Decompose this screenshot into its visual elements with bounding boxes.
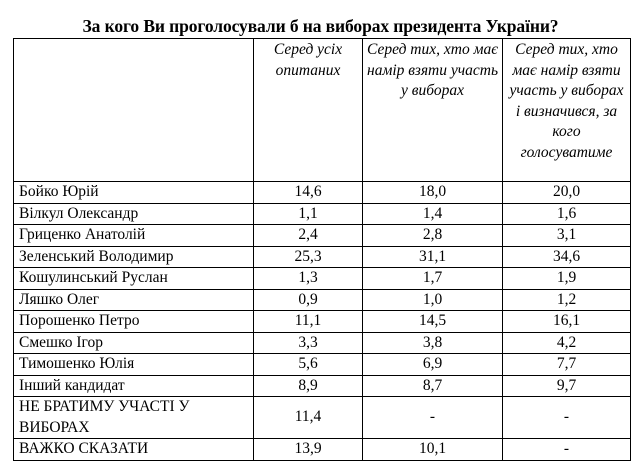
value-decided-voters: 3,1 — [503, 225, 631, 247]
value-intending-voters: 6,9 — [363, 354, 503, 376]
value-all-respondents: 13,9 — [254, 439, 363, 461]
table-row — [14, 311, 631, 333]
value-intending-voters: 3,8 — [363, 332, 503, 354]
candidate-name: Порошенко Петро — [14, 311, 254, 333]
value-all-respondents: 1,1 — [254, 203, 363, 225]
table-row — [14, 397, 631, 439]
header-row — [14, 39, 631, 182]
value-all-respondents: 5,6 — [254, 354, 363, 376]
value-all-respondents: 3,3 — [254, 332, 363, 354]
candidate-name: Зеленський Володимир — [14, 246, 254, 268]
value-decided-voters: 4,2 — [503, 332, 631, 354]
header-candidate — [14, 39, 254, 182]
candidate-name: Смешко Ігор — [14, 332, 254, 354]
value-all-respondents: 14,6 — [254, 182, 363, 204]
table-row — [14, 332, 631, 354]
poll-results-table — [13, 38, 631, 461]
value-decided-voters: 9,7 — [503, 375, 631, 397]
table-row — [14, 246, 631, 268]
table-row — [14, 225, 631, 247]
value-decided-voters: 16,1 — [503, 311, 631, 333]
table-row — [14, 289, 631, 311]
table-row — [14, 375, 631, 397]
value-intending-voters: 18,0 — [363, 182, 503, 204]
value-decided-voters: 7,7 — [503, 354, 631, 376]
value-all-respondents: 1,3 — [254, 268, 363, 290]
value-all-respondents: 11,4 — [254, 397, 363, 439]
candidate-name: Ляшко Олег — [14, 289, 254, 311]
value-decided-voters: 1,6 — [503, 203, 631, 225]
table-row — [14, 203, 631, 225]
value-intending-voters: 1,7 — [363, 268, 503, 290]
value-decided-voters: - — [503, 439, 631, 461]
value-all-respondents: 0,9 — [254, 289, 363, 311]
value-decided-voters: 34,6 — [503, 246, 631, 268]
value-all-respondents: 8,9 — [254, 375, 363, 397]
table-row — [14, 268, 631, 290]
value-decided-voters: 1,2 — [503, 289, 631, 311]
value-all-respondents: 2,4 — [254, 225, 363, 247]
candidate-name: Гриценко Анатолій — [14, 225, 254, 247]
candidate-name: Інший кандидат — [14, 375, 254, 397]
header-decided-voters: Серед тих, хто має намір взяти участь у виборах і визначився, за кого голосуватиме — [503, 39, 631, 182]
table-title: За кого Ви проголосували б на виборах президента України? — [82, 16, 559, 36]
value-intending-voters: 1,0 — [363, 289, 503, 311]
table-row — [14, 354, 631, 376]
candidate-name: Тимошенко Юлія — [14, 354, 254, 376]
value-decided-voters: - — [503, 397, 631, 439]
value-intending-voters: 10,1 — [363, 439, 503, 461]
value-intending-voters: 2,8 — [363, 225, 503, 247]
candidate-name: Вілкул Олександр — [14, 203, 254, 225]
candidate-name: ВАЖКО СКАЗАТИ — [14, 439, 254, 461]
value-all-respondents: 11,1 — [254, 311, 363, 333]
candidate-name: Кошулинський Руслан — [14, 268, 254, 290]
candidate-name: НЕ БРАТИМУ УЧАСТІ У ВИБОРАХ — [14, 397, 254, 439]
value-intending-voters: 1,4 — [363, 203, 503, 225]
header-intending-voters: Серед тих, хто має намір взяти участь у виборах — [363, 39, 503, 182]
value-intending-voters: - — [363, 397, 503, 439]
value-intending-voters: 8,7 — [363, 375, 503, 397]
value-decided-voters: 20,0 — [503, 182, 631, 204]
table-row — [14, 182, 631, 204]
candidate-name: Бойко Юрій — [14, 182, 254, 204]
header-all-respondents: Серед усіх опитаних — [254, 39, 363, 182]
value-intending-voters: 14,5 — [363, 311, 503, 333]
value-all-respondents: 25,3 — [254, 246, 363, 268]
table-row — [14, 439, 631, 461]
value-intending-voters: 31,1 — [363, 246, 503, 268]
value-decided-voters: 1,9 — [503, 268, 631, 290]
